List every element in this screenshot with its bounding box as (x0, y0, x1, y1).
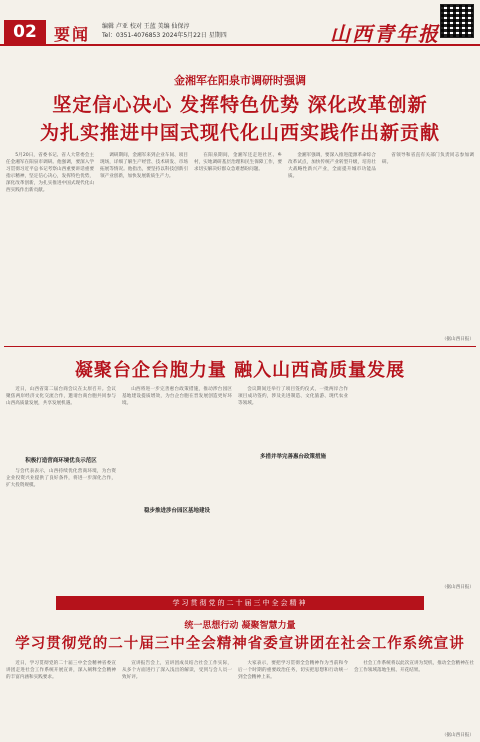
article1-col3: 在阳泉期间，金湘军还走进社区、乡村，实地调研基层治理和民生保障工作，要求切实解决好群众急难愁盼问题。 (194, 153, 282, 172)
contact-line: Tel：0351-4076853 2024年5月22日 星期四 (102, 32, 227, 39)
qr-code-icon (440, 4, 474, 38)
masthead (0, 0, 480, 46)
page-number: 02 (4, 20, 46, 44)
article2-col1: 近日，山西省第二届台商会议在太原召开。会议聚焦两岸经济文化交流合作，邀请台商台胞共同参与山西高质量发展，共享发展机遇。 (6, 387, 116, 406)
article2-col1b: 与会代表表示，山西持续优化营商环境，为台资企业投资兴业提供了良好条件，将进一步深化合作，扩大投资规模。 (6, 469, 116, 488)
section-banner: 学习贯彻党的二十届三中全会精神 (56, 596, 424, 610)
article1-headline-line1: 坚定信心决心 发挥特色优势 深化改革创新 (52, 94, 428, 116)
article1-headline-line2: 为扎实推进中国式现代化山西实践作出新贡献 (39, 122, 440, 144)
article2-col2: 山西将进一步完善惠台政策措施，推动涉台园区基地建设提质增效，为台企台胞在晋发展创造更好环境。 (122, 387, 232, 406)
section-divider (4, 346, 476, 347)
article1-col2: 调研期间，金湘军来到企业车间、项目现场，详细了解生产经营、技术研发、市场拓展等情况。他指出，要坚持以科技创新引领产业创新，加快发展新质生产力。 (100, 153, 188, 179)
article3-col1: 近日，学习贯彻党的二十届三中全会精神省委宣讲团走进社会工作系统开展宣讲，深入阐释全会精神的丰富内涵和实践要求。 (6, 661, 116, 680)
article2-col3: 会议期间还举行了项目签约仪式，一批两岸合作项目成功签约，涉及先进制造、文化旅游、现代农业等领域。 (238, 387, 348, 406)
section-name: 要闻 (54, 25, 91, 44)
article2-headline: 凝聚台企台胞力量 融入山西高质量发展 (74, 360, 406, 381)
article1-col1: 5月20日，省委书记、省人大常委会主任金湘军在阳泉市调研。他强调，要深入学习贯彻习近平总书记考察山西重要讲话重要指示精神，坚定信心决心，发挥特色优势，深化改革创新，为扎实推进中国式现代化山西实践作出新贡献。 (6, 153, 94, 193)
editors-line: 编辑 卢亚 校对 王蓝 美编 仙保淳 (102, 23, 190, 30)
article2-subhead-1: 积极打造营商环境优良示范区 (25, 458, 97, 464)
newspaper-logo: 山西青年报 (330, 22, 440, 46)
article3-col4: 社会工作系统将以此次宣讲为契机，推动全会精神在社会工作领域落地生根、开花结果。 (354, 661, 474, 673)
article1-byline: （据山西日报） (441, 337, 474, 342)
article3-kicker: 统一思想行动 凝聚智慧力量 (184, 621, 296, 631)
article2-subhead-3: 多措并举完善惠台政策措施 (259, 454, 326, 460)
article2-subhead-2: 稳步推进涉台园区基地建设 (143, 508, 210, 514)
article2-byline: （据山西日报） (441, 585, 474, 590)
article3-headline: 学习贯彻党的二十届三中全会精神省委宣讲团在社会工作系统宣讲 (15, 636, 465, 652)
article3-col3: 大家表示，要把学习贯彻全会精神作为当前和今后一个时期的重要政治任务，切实把思想和行动统一到全会精神上来。 (238, 661, 348, 680)
article3-byline: （据山西日报） (441, 733, 474, 738)
article1-col4: 金湘军强调，要深入推进能源革命综合改革试点，加快传统产业转型升级，培育壮大战略性新兴产业，全面提升城市功能品质。 (288, 153, 376, 179)
article1-col5: 省领导和省直有关部门负责同志参加调研。 (382, 153, 474, 165)
article1-kicker: 金湘军在阳泉市调研时强调 (174, 74, 306, 87)
article3-col2: 宣讲报告会上，宣讲团成员结合社会工作实际，从多个方面进行了深入浅出的解读，受到与会人员一致好评。 (122, 661, 232, 680)
